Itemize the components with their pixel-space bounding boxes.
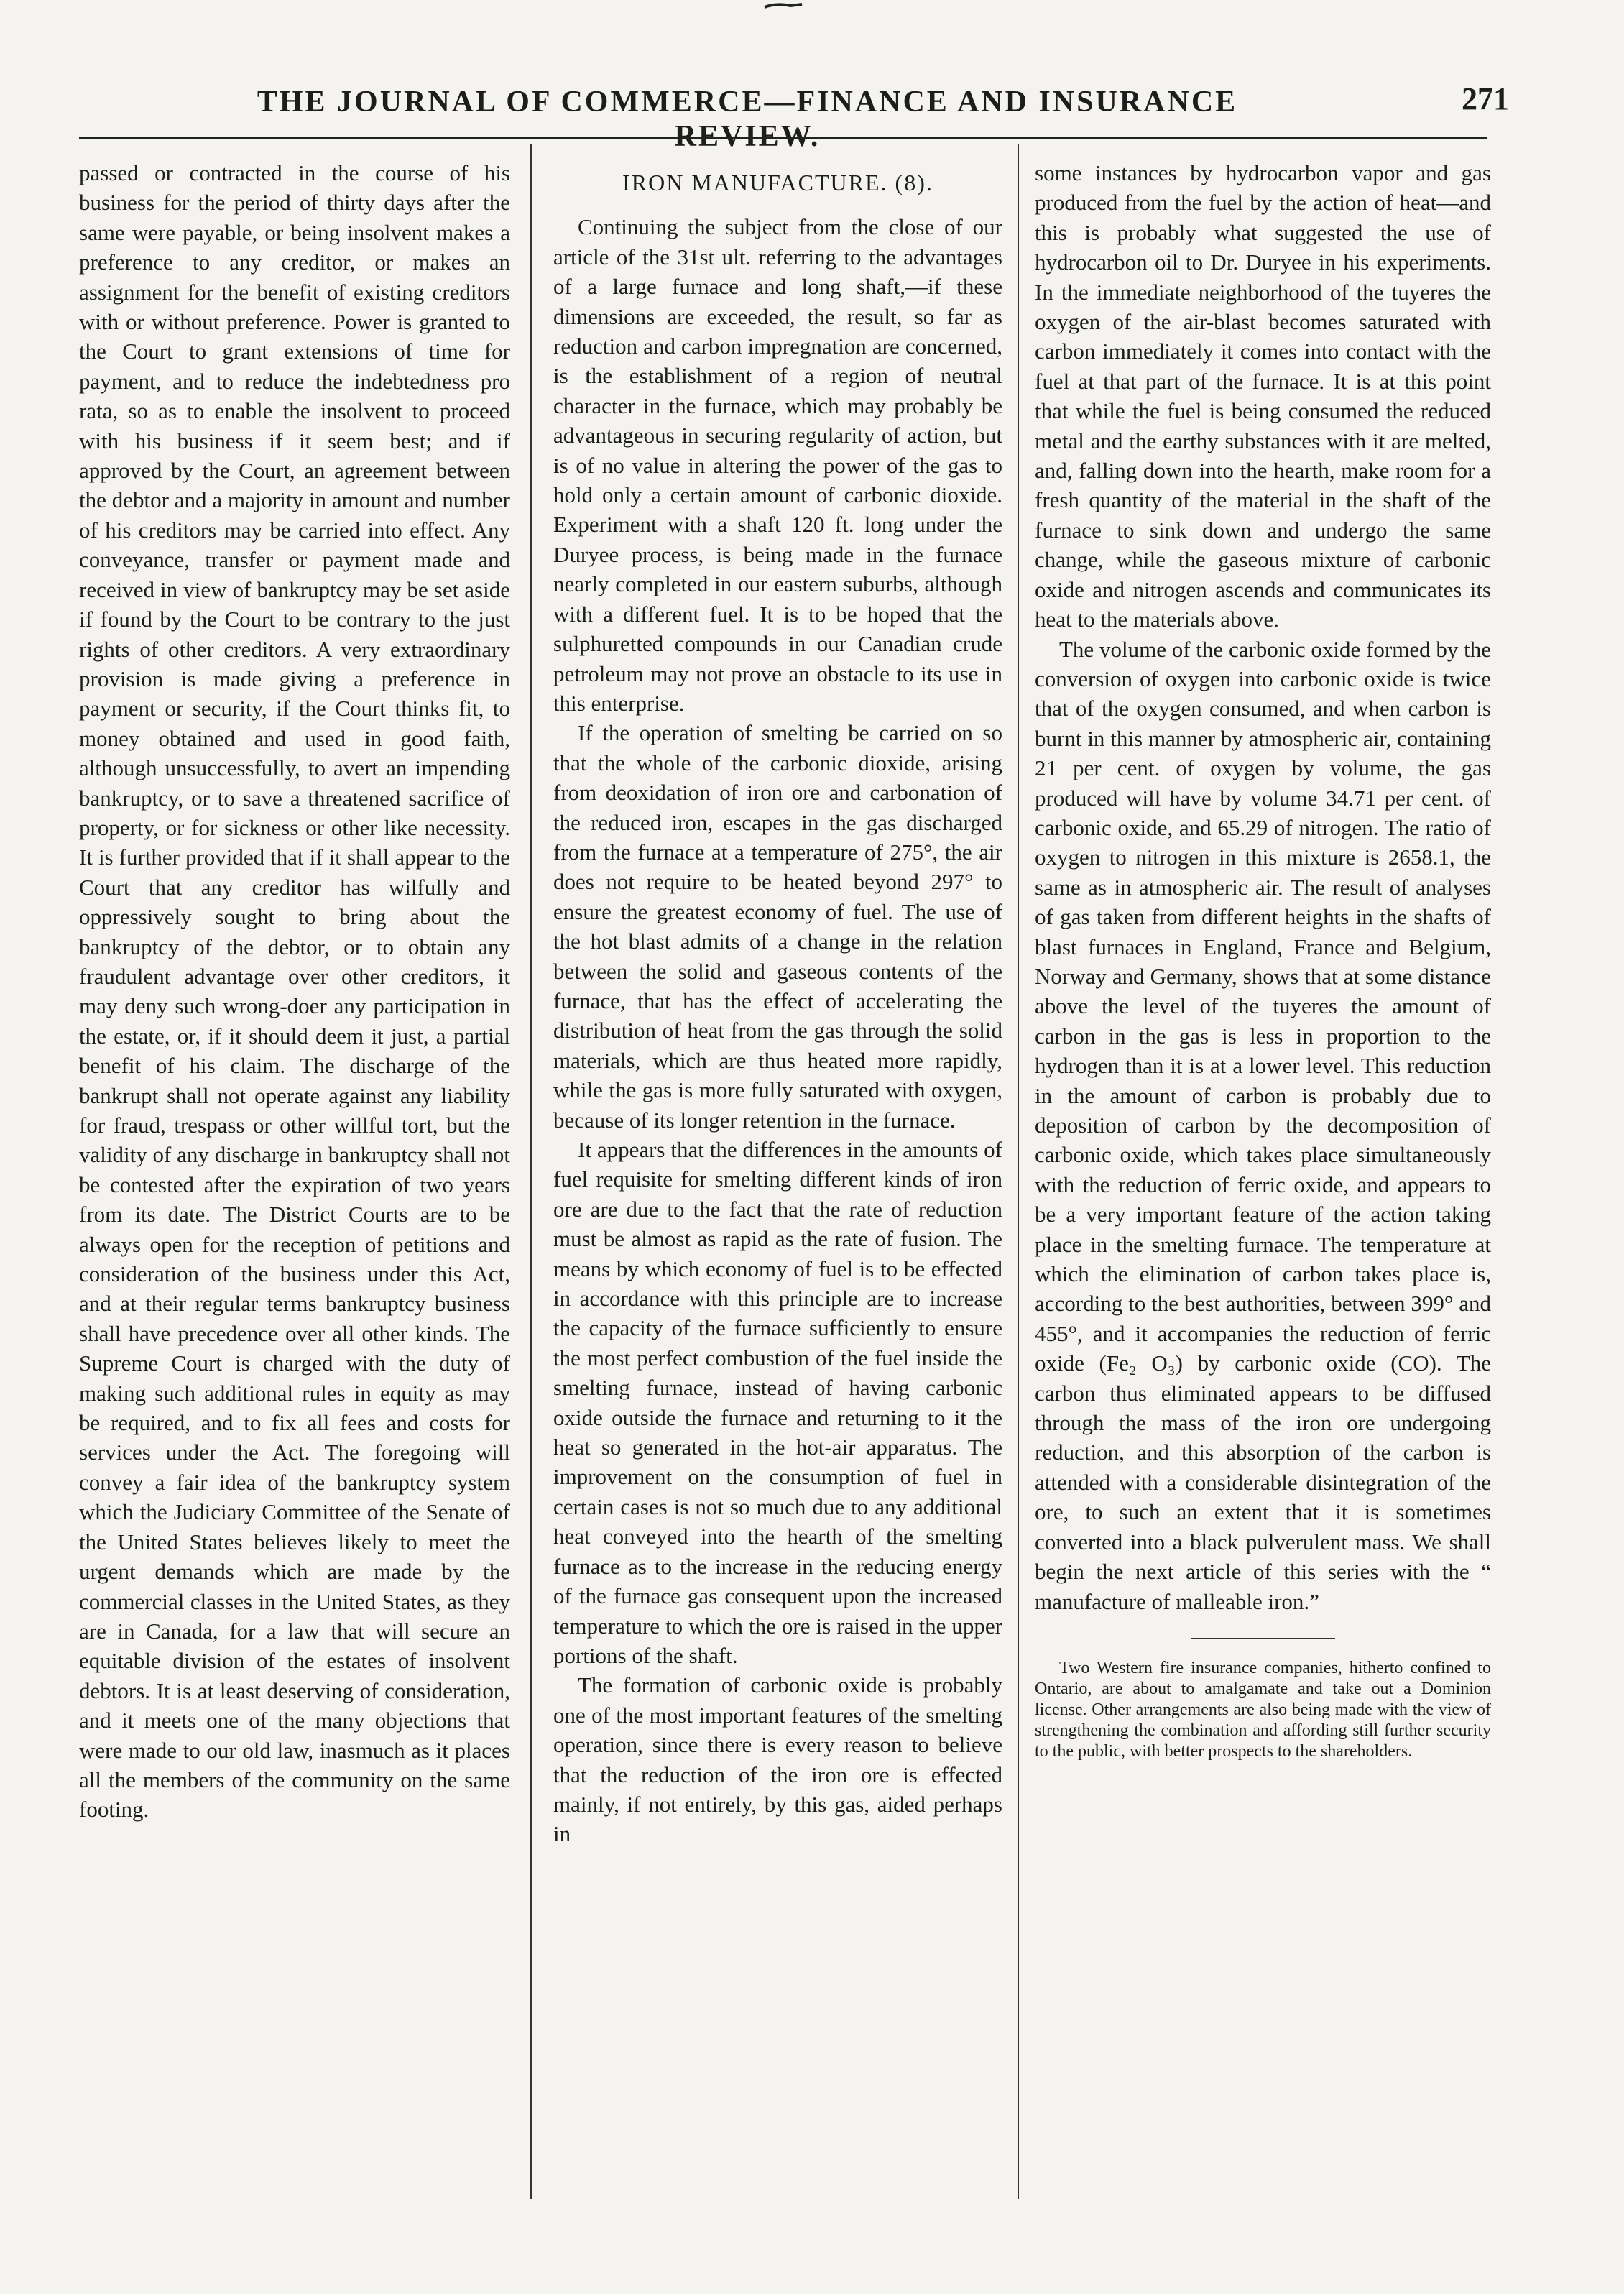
print-speck-mark [762, 0, 805, 13]
article-title: IRON MANUFACTURE. (8). [622, 170, 933, 195]
notice-paragraph: Two Western fire insurance companies, hitherto confined to Ontario, are about to amalgamate and take out a Dominion license. Other arrangements are also being made with the view of strengthening the combination and affording still further security to the public, with better prospects to the shareholders. [1035, 1658, 1491, 1761]
article-paragraph: If the operation of smelting be carried on so that the whole of the carbonic dioxide, arising from deoxidation of iron ore and carbonation of the reduced iron, escapes in the gas discharged from the furnace at a temperature of 275°, the air does not require to be heated beyond 297° to ensure the greatest economy of fuel. The use of the hot blast admits of a change in the relation between the solid and gaseous contents of the furnace, that has the effect of accelerating the distribution of heat from the gas through the solid materials, which are thus heated more rapidly, while the gas is more fully saturated with oxygen, because of its longer retention in the furnace. [553, 720, 1002, 1133]
column-one-paragraph: passed or contracted in the course of his business for the period of thirty days after the same were payable, or being insolvent makes a preference to any creditor, or makes an assignment for the benefit of existing creditors with or without preference. Power is granted to the Court to grant extensions of time for payment, and to reduce the indebtedness pro rata, so as to enable the insolvent to proceed with his business if it seem best; and if approved by the Court, an agreement between the debtor and a majority in amount and number of his creditors may be carried into effect. Any conveyance, transfer or payment made and received in view of bankruptcy may be set aside if found by the Court to be contrary to the just rights of other creditors. A very extraordinary provision is made giving a preference in payment or security, if the Court thinks fit, to money obtained and used in good faith, although unsuccessfully, to avert an impending bankruptcy, or to save a threatened sacrifice of property, or for sickness or other like necessity. It is further provided that if it shall appear to the Court that any creditor has wilfully and oppressively sought to bring about the bankruptcy of the debtor, or to obtain any fraudulent advantage over other creditors, it may deny such wrong-doer any participation in the estate, or, if it should deem it just, a partial benefit of his claim. The discharge of the bankrupt shall not operate against any liability for fraud, trespass or other willful tort, but the validity of any discharge in bankruptcy shall not be contested after the expiration of two years from its date. The District Courts are to be always open for the reception of petitions and consideration of the business under this Act, and at their regular terms bankruptcy business shall have precedence over all other kinds. The Supreme Court is charged with the duty of making such additional rules in equity as may be required, and to fix all fees and costs for services under the Act. The foregoing will convey a fair idea of the bankruptcy system which the Judiciary Committee of the Senate of the United States believes likely to meet the urgent demands which are made by the commercial classes in the United States, as they are in Canada, for a law that will secure an equitable division of the estates of insolvent debtors. It is at least deserving of consideration, and it meets one of the many objections that were made to our old law, inasmuch as it places all the members of the community on the same footing. [79, 160, 510, 1823]
header-rule [79, 137, 1487, 142]
article-paragraph: The formation of carbonic oxide is probably one of the most important features of the smelting operation, since there is every reason to believe that the reduction of the iron ore is effected mainly, if not entirely, by this gas, aided perhaps in [553, 1672, 1002, 1847]
column-one [79, 158, 510, 1825]
running-title: THE JOURNAL OF COMMERCE—FINANCE AND INSURANCE REVIEW. [257, 86, 1238, 153]
article-paragraph: It appears that the differences in the amounts of fuel requisite for smelting different kinds of iron ore are due to the fact that the rate of reduction must be almost as rapid as the rate of fusion. The means by which economy of fuel is to be effected in accordance with this principle are to increase the capacity of the furnace sufficiently to ensure the most perfect combustion of the fuel inside the smelting furnace, instead of having carbonic oxide outside the furnace and returning to it the heat so generated in the hot-air apparatus. The improvement on the consumption of fuel in certain cases is not so much due to any additional heat conveyed into the hearth of the smelting furnace as to the increase in the reducing energy of the furnace gas consequent upon the increased temperature to which the ore is raised in the upper portions of the shaft. [553, 1137, 1002, 1668]
column-three [1035, 158, 1491, 1762]
insurance-notice [1035, 1658, 1491, 1762]
column-divider-right [1018, 144, 1019, 2199]
column-two [553, 158, 1002, 1849]
article-paragraph: The volume of the carbonic oxide formed by the conversion of oxygen into carbonic oxide is twice that of the oxygen consumed, and when carbon is burnt in this manner by atmospheric air, containing 21 per cent. of oxygen by volume, the gas produced will have by volume 34.71 per cent. of carbonic oxide, and 65.29 of nitrogen. The ratio of oxygen to nitrogen in this mixture is 2658.1, the same as in atmospheric air. The result of analyses of gas taken from different heights in the shafts of blast furnaces in England, France and Belgium, Norway and Germany, shows that at some distance above the level of the tuyeres the amount of carbon in the gas is less in proportion to the hydrogen than it is at a lower level. This reduction in the amount of carbon is probably due to deposition of carbon by the decomposition of carbonic oxide, which takes place simultaneously with the reduction of ferric oxide, and appears to be a very important feature of the action taking place in the smelting furnace. The temperature at which the elimination of carbon takes place is, according to the best authorities, between 399° and 455°, and it accompanies the reduction of ferric oxide (Fe₂ O₃) by carbonic oxide (CO). The carbon thus eliminated appears to be diffused through the mass of the iron ore undergoing reduction, and this absorption of the carbon is attended with a considerable disintegration of the ore, to such an extent that it is sometimes converted into a black pulverulent mass. We shall begin the next article of this series with the “ manufacture of malleable iron.” [1035, 636, 1491, 1614]
page-number: 271 [1462, 81, 1509, 116]
article-paragraph: some instances by hydrocarbon vapor and gas produced from the fuel by the action of heat—and this is probably what suggested the use of hydrocarbon oil to Dr. Duryee in his experiments. In the immediate neighborhood of the tuyeres the oxygen of the air-blast becomes saturated with carbon immediately it comes into contact with the fuel at that part of the furnace. It is at this point that while the fuel is being consumed the reduced metal and the earthy substances with it are melted, and, falling down into the hearth, make room for a fresh quantity of the material in the shaft of the furnace to sink down and undergo the same change, while the gaseous mixture of carbonic oxide and nitrogen ascends and communicates its heat to the materials above. [1035, 160, 1491, 632]
column-divider-left [530, 144, 532, 2199]
section-separator [1191, 1638, 1335, 1639]
article-paragraph: Continuing the subject from the close of our article of the 31st ult. referring to the advantages of a large furnace and long shaft,—if these dimensions are exceeded, the result, so far as reduction and carbon impregnation are concerned, is the establishment of a region of neutral character in the furnace, which may probably be advantageous in securing regularity of action, but is of no value in altering the power of the gas to hold only a certain amount of carbonic dioxide. Experiment with a shaft 120 ft. long under the Duryee process, is being made in the furnace nearly completed in our eastern suburbs, although with a different fuel. It is to be hoped that the sulphuretted compounds in our Canadian crude petroleum may not prove an obstacle to its use in this enterprise. [553, 214, 1002, 716]
